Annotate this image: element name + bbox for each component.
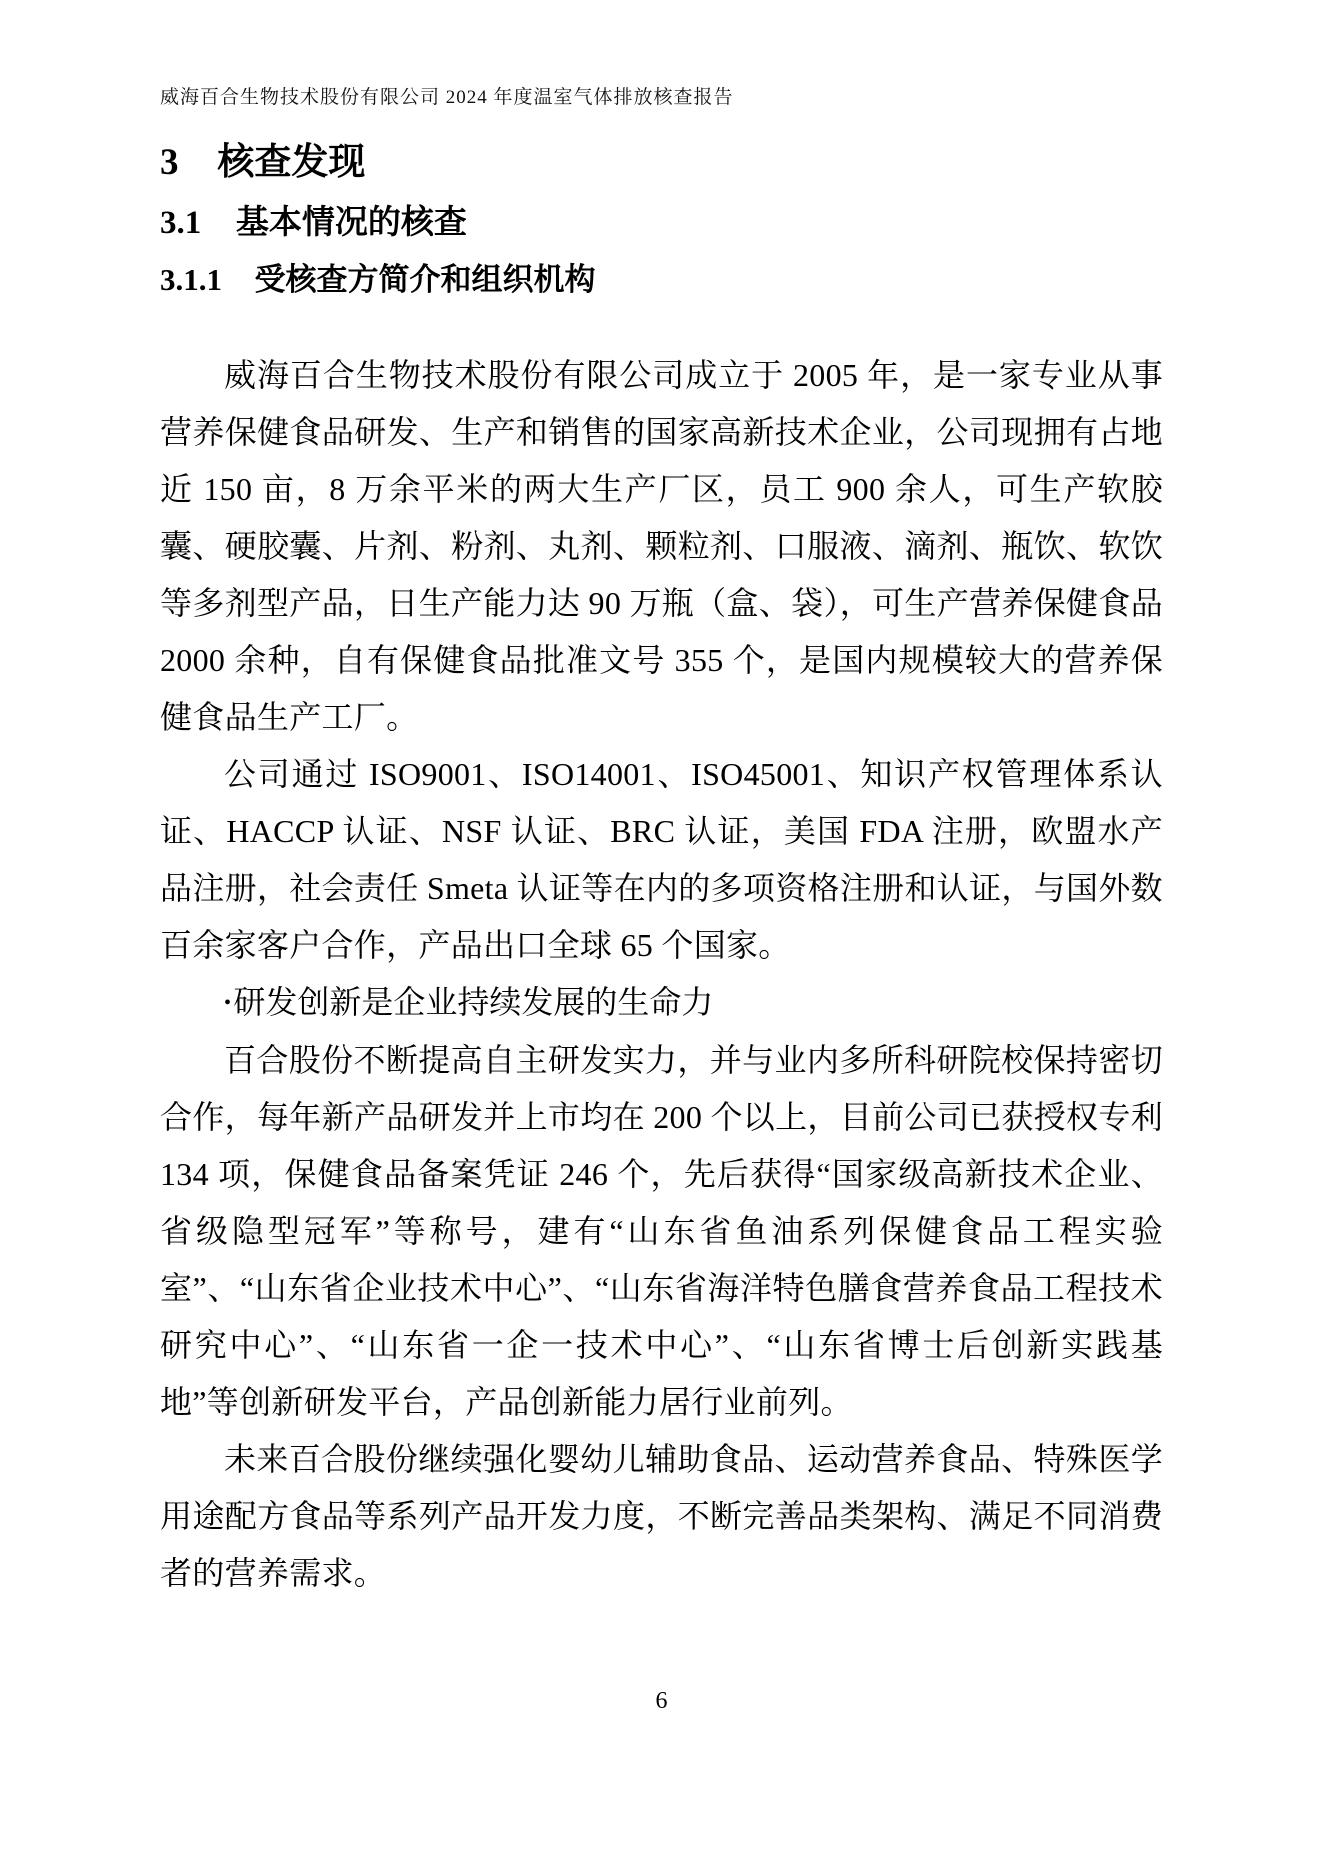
page-number: 6 (655, 1688, 668, 1714)
bullet-icon: • (224, 992, 232, 1015)
bullet-item (160, 974, 1163, 1032)
heading-subsection-title: 受核查方简介和组织机构 (254, 261, 596, 297)
heading-subsection-number: 3.1.1 (160, 261, 222, 297)
heading-section-number: 3.1 (160, 205, 202, 242)
paragraph-rnd-innovation: 百合股份不断提高自主研发实力，并与业内多所科研院校保持密切合作，每年新产品研发并上市均在 200 个以上，目前公司已获授权专利 134 项，保健食品备案凭证 246 个，先后获得“国家级高新技术企业、省级隐型冠军”等称号，建有“山东省鱼油系列保健食品工程实验室”、“山东省企业技术中心”、“山东省海洋特色膳食营养食品工程技术研究中心”、“山东省一企一技术中心”、“山东省博士后创新实践基地”等创新研发平台，产品创新能力居行业前列。 (160, 1042, 1163, 1421)
heading-chapter (160, 141, 1163, 185)
bullet-item-text: 研发创新是企业持续发展的生命力 (233, 983, 714, 1020)
running-header: 威海百合生物技术股份有限公司 2024 年度温室气体排放核查报告 (160, 87, 734, 108)
paragraph-certifications: 公司通过 ISO9001、ISO14001、ISO45001、知识产权管理体系认证、HACCP 认证、NSF 认证、BRC 认证，美国 FDA 注册，欧盟水产品注册，社会责任 Smeta 认证等在内的多项资格注册和认证，与国外数百余家客户合作，产品出口全球 65 个国家。 (160, 755, 1163, 963)
heading-section (160, 204, 1163, 244)
heading-subsection (160, 261, 1163, 300)
paragraph-future-plan: 未来百合股份继续强化婴幼儿辅助食品、运动营养食品、特殊医学用途配方食品等系列产品开发力度，不断完善品类架构、满足不同消费者的营养需求。 (160, 1441, 1163, 1592)
heading-chapter-title: 核查发现 (217, 142, 366, 183)
heading-section-title: 基本情况的核查 (235, 205, 467, 242)
paragraph-company-intro: 威海百合生物技术股份有限公司成立于 2005 年，是一家专业从事营养保健食品研发、生产和销售的国家高新技术企业，公司现拥有占地近 150 亩，8 万余平米的两大生产厂区，员工 900 余人，可生产软胶囊、硬胶囊、片剂、粉剂、丸剂、颗粒剂、口服液、滴剂、瓶饮、软饮等多剂型产品，日生产能力达 90 万瓶（盒、袋），可生产营养保健食品 2000 余种，自有保健食品批准文号 355 个，是国内规模较大的营养保健食品生产工厂。 (160, 356, 1163, 735)
body-text (160, 347, 1163, 1602)
heading-chapter-number: 3 (160, 142, 179, 183)
